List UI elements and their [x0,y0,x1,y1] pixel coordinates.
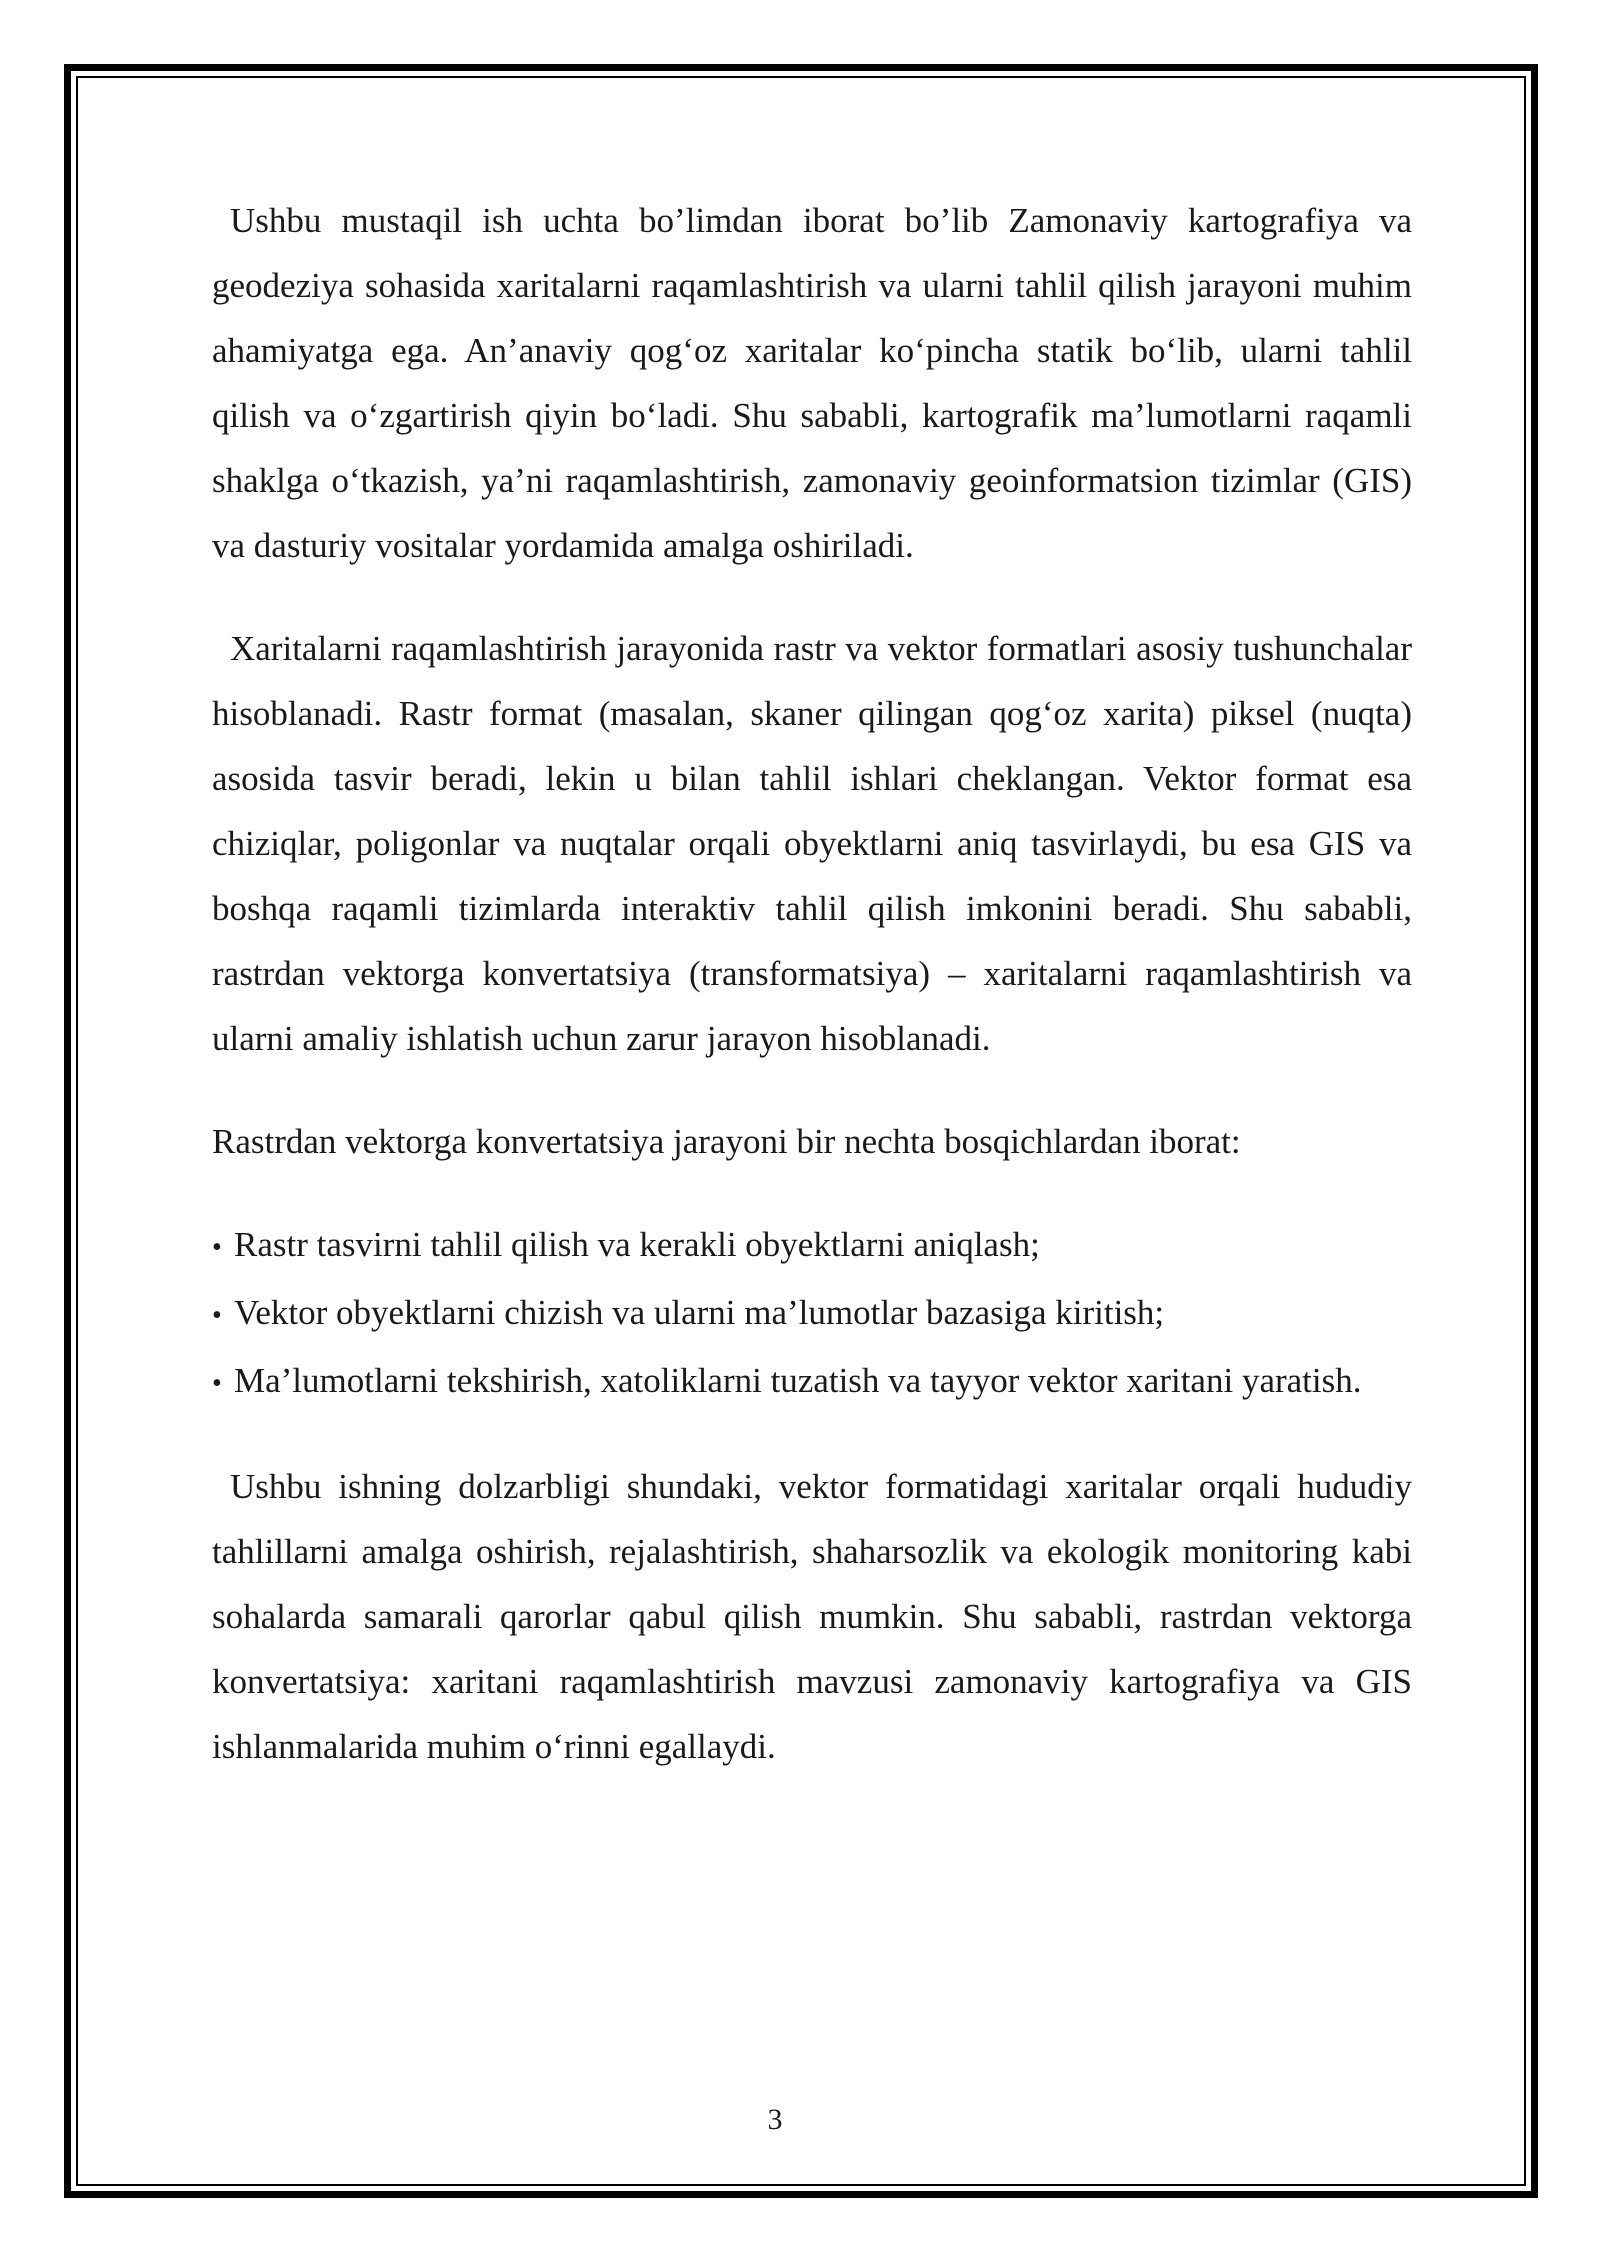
bullet-icon: • [212,1368,222,1399]
paragraph-relevance: Ushbu ishning dolzarbligi shundaki, vektor formatidagi xaritalar orqali hududiy tahlillarni amalga oshirish, rejalashtirish, shaharsozlik va ekologik monitoring kabi sohalarda samarali qarorlar qabul qilish mumkin. Shu sababli, rastrdan vektorga konvertatsiya: xaritani raqamlashtirish mavzusi zamonaviy kartografiya va GIS ishlanmalarida muhim o‘rinni egallaydi. [212,1467,1412,1766]
list-item-text: Vektor obyektlarni chizish va ularni ma’lumotlar bazasiga kiritish; [234,1293,1165,1332]
bullet-icon: • [212,1232,222,1263]
paragraph-intro: Ushbu mustaqil ish uchta bo’limdan iborat bo’lib Zamonaviy kartografiya va geodeziya sohasida xaritalarni raqamlashtirish va ularni tahlil qilish jarayoni muhim ahamiyatga ega. An’anaviy qog‘oz xaritalar ko‘pincha statik bo‘lib, ularni tahlil qilish va o‘zgartirish qiyin bo‘ladi. Shu sababli, kartografik ma’lumotlarni raqamli shaklga o‘tkazish, ya’ni raqamlashtirish, zamonaviy geoinformatsion tizimlar (GIS) va dasturiy vositalar yordamida amalga oshiriladi. [212,201,1412,565]
paragraph-steps-lead: Rastrdan vektorga konvertatsiya jarayoni bir nechta bosqichlardan iborat: [212,1122,1241,1161]
list-item [212,1280,1412,1348]
list-item [212,1212,1412,1280]
list-item-text: Ma’lumotlarni tekshirish, xatoliklarni tuzatish va tayyor vektor xaritani yaratish. [234,1361,1362,1400]
bullet-icon: • [212,1300,222,1331]
steps-list [212,1212,1412,1416]
list-item-text: Rastr tasvirni tahlil qilish va kerakli obyektlarni aniqlash; [234,1225,1040,1264]
page-number: 3 [767,2103,783,2136]
list-item [212,1348,1412,1416]
document-body [212,188,1412,1779]
paragraph-raster-vector: Xaritalarni raqamlashtirish jarayonida rastr va vektor formatlari asosiy tushunchalar hisoblanadi. Rastr format (masalan, skaner qilingan qog‘oz xarita) piksel (nuqta) asosida tasvir beradi, lekin u bilan tahlil ishlari cheklangan. Vektor format esa chiziqlar, poligonlar va nuqtalar orqali obyektlarni aniq tasvirlaydi, bu esa GIS va boshqa raqamli tizimlarda interaktiv tahlil qilish imkonini beradi. Shu sababli, rastrdan vektorga konvertatsiya (transformatsiya) – xaritalarni raqamlashtirish va ularni amaliy ishlatish uchun zarur jarayon hisoblanadi. [212,629,1412,1058]
